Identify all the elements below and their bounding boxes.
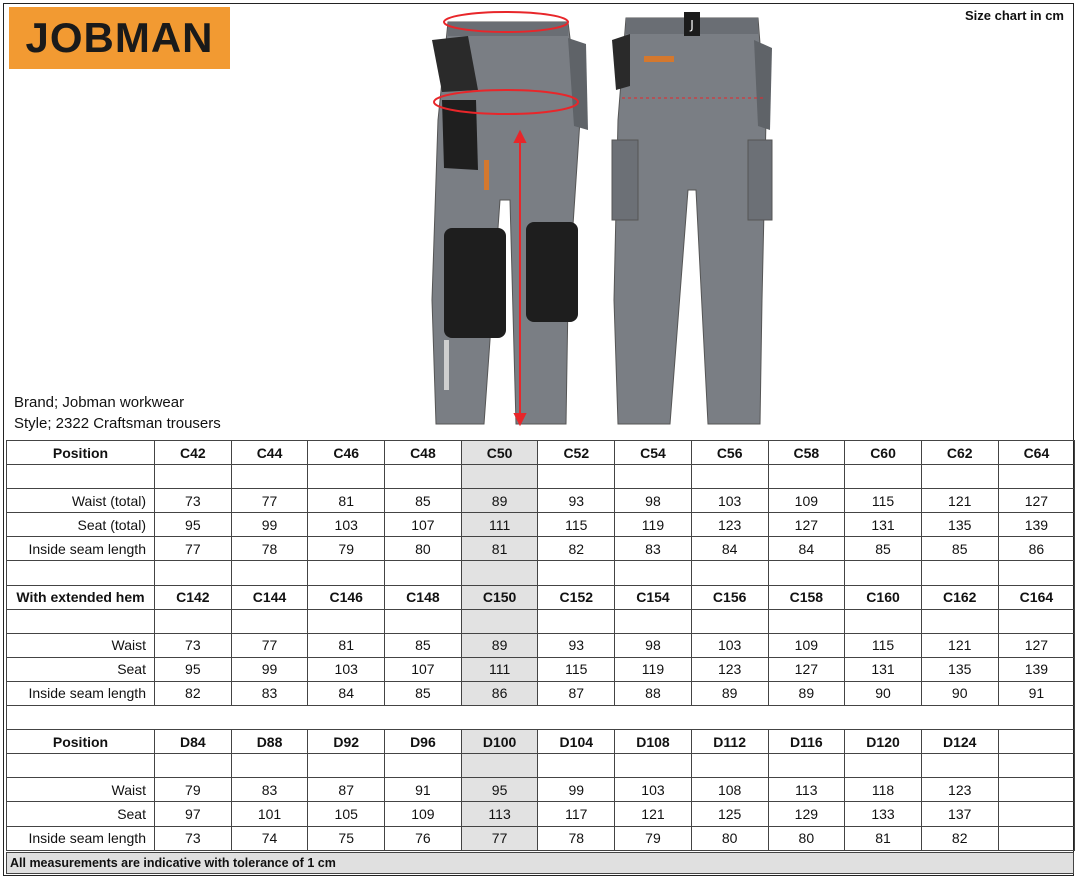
size-code: C160	[845, 585, 922, 609]
measurement-label: Seat	[7, 657, 155, 681]
measurement-value: 85	[845, 537, 922, 561]
measurement-value: 95	[155, 657, 232, 681]
measurement-label: Waist	[7, 633, 155, 657]
empty-cell	[385, 561, 462, 585]
empty-cell	[845, 561, 922, 585]
measurement-value: 86	[461, 681, 538, 705]
measurement-value: 131	[845, 513, 922, 537]
measurement-value: 84	[768, 537, 845, 561]
section-header: Position	[7, 730, 155, 754]
empty-cell	[691, 465, 768, 489]
empty-cell	[845, 754, 922, 778]
measurement-value: 113	[768, 778, 845, 802]
size-code	[998, 730, 1075, 754]
measurement-row	[7, 657, 1075, 681]
measurement-value: 109	[385, 802, 462, 826]
empty-cell	[385, 465, 462, 489]
empty-cell	[615, 609, 692, 633]
style-line: Style; 2322 Craftsman trousers	[14, 415, 221, 432]
measurement-value: 84	[691, 537, 768, 561]
measurement-value: 81	[308, 489, 385, 513]
size-code: C60	[845, 441, 922, 465]
empty-cell	[231, 754, 308, 778]
measurement-value: 105	[308, 802, 385, 826]
measurement-row	[7, 681, 1075, 705]
empty-cell	[538, 465, 615, 489]
size-code: C48	[385, 441, 462, 465]
spacer-row	[7, 754, 1075, 778]
size-code: C150	[461, 585, 538, 609]
measurement-value: 78	[538, 826, 615, 850]
measurement-value: 99	[231, 657, 308, 681]
measurement-value: 89	[691, 681, 768, 705]
spacer-row	[7, 561, 1075, 585]
measurement-value: 139	[998, 513, 1075, 537]
measurement-value: 103	[691, 489, 768, 513]
measurement-value: 109	[768, 633, 845, 657]
measurement-value: 115	[538, 513, 615, 537]
size-code: C146	[308, 585, 385, 609]
measurement-value: 103	[308, 657, 385, 681]
measurement-value: 85	[385, 681, 462, 705]
measurement-row	[7, 633, 1075, 657]
size-code: D108	[615, 730, 692, 754]
empty-cell	[538, 754, 615, 778]
measurement-value: 83	[231, 681, 308, 705]
size-code: D124	[921, 730, 998, 754]
measurement-value: 139	[998, 657, 1075, 681]
measurement-value	[998, 826, 1075, 850]
measurement-value: 93	[538, 489, 615, 513]
measurement-row	[7, 537, 1075, 561]
measurement-value: 93	[538, 633, 615, 657]
size-code: C52	[538, 441, 615, 465]
empty-cell	[998, 465, 1075, 489]
measurement-label: Waist (total)	[7, 489, 155, 513]
tolerance-note: All measurements are indicative with tolerance of 1 cm	[6, 852, 1074, 874]
divider-cell	[7, 706, 1075, 730]
brand-line: Brand; Jobman workwear	[14, 394, 185, 411]
empty-cell	[768, 561, 845, 585]
measurement-value: 82	[538, 537, 615, 561]
measurement-label: Inside seam length	[7, 826, 155, 850]
measurement-value: 80	[385, 537, 462, 561]
measurement-value: 86	[998, 537, 1075, 561]
empty-cell	[921, 754, 998, 778]
empty-cell	[691, 561, 768, 585]
measurement-value: 135	[921, 513, 998, 537]
measurement-value: 101	[231, 802, 308, 826]
empty-cell	[155, 609, 232, 633]
empty-cell	[461, 754, 538, 778]
size-code: C144	[231, 585, 308, 609]
size-code: C64	[998, 441, 1075, 465]
measurement-value: 85	[385, 633, 462, 657]
measurement-value: 115	[845, 633, 922, 657]
measurement-value: 123	[691, 513, 768, 537]
measurement-value: 77	[461, 826, 538, 850]
measurement-label: Inside seam length	[7, 681, 155, 705]
measurement-value: 83	[231, 778, 308, 802]
measurement-row	[7, 826, 1075, 850]
measurement-value: 82	[155, 681, 232, 705]
measurement-value: 81	[461, 537, 538, 561]
measurement-label: Inside seam length	[7, 537, 155, 561]
measurement-value: 129	[768, 802, 845, 826]
measurement-value: 87	[538, 681, 615, 705]
empty-cell	[7, 561, 155, 585]
measurement-value: 115	[845, 489, 922, 513]
measurement-value: 99	[538, 778, 615, 802]
empty-cell	[538, 609, 615, 633]
empty-cell	[155, 465, 232, 489]
empty-cell	[538, 561, 615, 585]
measurement-value: 119	[615, 513, 692, 537]
size-table-container	[6, 440, 1075, 851]
measurement-value: 73	[155, 826, 232, 850]
empty-cell	[998, 561, 1075, 585]
size-code: C56	[691, 441, 768, 465]
measurement-value: 85	[921, 537, 998, 561]
measurement-value: 81	[845, 826, 922, 850]
measurement-value: 83	[615, 537, 692, 561]
measurement-value: 137	[921, 802, 998, 826]
measurement-value: 127	[768, 513, 845, 537]
size-code: D88	[231, 730, 308, 754]
empty-cell	[308, 609, 385, 633]
svg-text:J: J	[690, 18, 694, 32]
empty-cell	[308, 561, 385, 585]
empty-cell	[231, 609, 308, 633]
size-code: D96	[385, 730, 462, 754]
measurement-value: 77	[155, 537, 232, 561]
measurement-value: 98	[615, 633, 692, 657]
product-info	[14, 392, 221, 434]
measurement-value: 123	[691, 657, 768, 681]
section-header: With extended hem	[7, 585, 155, 609]
measurement-value: 133	[845, 802, 922, 826]
empty-cell	[998, 754, 1075, 778]
measurement-value: 77	[231, 489, 308, 513]
measurement-value: 98	[615, 489, 692, 513]
measurement-value: 121	[615, 802, 692, 826]
trousers-front-shape	[432, 22, 588, 424]
empty-cell	[768, 609, 845, 633]
measurement-row	[7, 778, 1075, 802]
measurement-value: 88	[615, 681, 692, 705]
size-code: C154	[615, 585, 692, 609]
measurement-value: 95	[461, 778, 538, 802]
measurement-value: 119	[615, 657, 692, 681]
measurement-value: 131	[845, 657, 922, 681]
size-code: D112	[691, 730, 768, 754]
empty-cell	[7, 465, 155, 489]
measurement-label: Seat (total)	[7, 513, 155, 537]
size-code: C46	[308, 441, 385, 465]
measurement-value: 80	[768, 826, 845, 850]
measurement-value: 95	[155, 513, 232, 537]
trousers-front-image	[418, 0, 598, 432]
measurement-value: 89	[768, 681, 845, 705]
empty-cell	[308, 754, 385, 778]
empty-cell	[691, 609, 768, 633]
spacer-row	[7, 465, 1075, 489]
measurement-value: 127	[998, 633, 1075, 657]
measurement-value: 121	[921, 489, 998, 513]
measurement-value: 91	[385, 778, 462, 802]
empty-cell	[921, 609, 998, 633]
measurement-value: 89	[461, 633, 538, 657]
size-code: C162	[921, 585, 998, 609]
measurement-value: 90	[921, 681, 998, 705]
measurement-value: 77	[231, 633, 308, 657]
measurement-value: 108	[691, 778, 768, 802]
measurement-value: 121	[921, 633, 998, 657]
empty-cell	[921, 465, 998, 489]
measurement-value: 111	[461, 657, 538, 681]
trousers-back-image	[608, 0, 778, 432]
measurement-value: 103	[615, 778, 692, 802]
measurement-value	[998, 778, 1075, 802]
measurement-value: 74	[231, 826, 308, 850]
measurement-value: 118	[845, 778, 922, 802]
measurement-value: 73	[155, 489, 232, 513]
measurement-value: 91	[998, 681, 1075, 705]
empty-cell	[615, 754, 692, 778]
measurement-value: 78	[231, 537, 308, 561]
empty-cell	[385, 754, 462, 778]
measurement-value: 84	[308, 681, 385, 705]
empty-cell	[615, 465, 692, 489]
measurement-value: 90	[845, 681, 922, 705]
size-code: D116	[768, 730, 845, 754]
empty-cell	[845, 465, 922, 489]
size-code: C42	[155, 441, 232, 465]
measurement-value: 85	[385, 489, 462, 513]
measurement-value: 103	[308, 513, 385, 537]
empty-cell	[461, 465, 538, 489]
empty-cell	[385, 609, 462, 633]
empty-cell	[615, 561, 692, 585]
measurement-row	[7, 489, 1075, 513]
empty-cell	[461, 561, 538, 585]
measurement-value: 81	[308, 633, 385, 657]
empty-cell	[155, 561, 232, 585]
measurement-label: Waist	[7, 778, 155, 802]
size-code: C158	[768, 585, 845, 609]
measurement-value: 113	[461, 802, 538, 826]
measurement-value: 79	[155, 778, 232, 802]
size-code: C152	[538, 585, 615, 609]
measurement-value: 123	[921, 778, 998, 802]
size-table	[6, 440, 1075, 851]
empty-cell	[845, 609, 922, 633]
empty-cell	[461, 609, 538, 633]
measurement-value: 111	[461, 513, 538, 537]
measurement-value: 125	[691, 802, 768, 826]
measurement-value: 127	[998, 489, 1075, 513]
empty-cell	[691, 754, 768, 778]
measurement-value: 75	[308, 826, 385, 850]
measurement-value: 99	[231, 513, 308, 537]
size-code: C54	[615, 441, 692, 465]
measurement-row	[7, 802, 1075, 826]
size-code: C142	[155, 585, 232, 609]
empty-cell	[768, 465, 845, 489]
empty-cell	[7, 609, 155, 633]
size-code: D92	[308, 730, 385, 754]
measurement-value: 79	[308, 537, 385, 561]
empty-cell	[998, 609, 1075, 633]
measurement-value: 82	[921, 826, 998, 850]
size-code: D120	[845, 730, 922, 754]
measurement-value: 73	[155, 633, 232, 657]
size-code: D104	[538, 730, 615, 754]
measurement-value: 89	[461, 489, 538, 513]
size-header-row	[7, 441, 1075, 465]
measurement-value: 115	[538, 657, 615, 681]
empty-cell	[768, 754, 845, 778]
measurement-value: 87	[308, 778, 385, 802]
size-header-row	[7, 585, 1075, 609]
section-divider-row	[7, 706, 1075, 730]
size-code: C44	[231, 441, 308, 465]
jobman-logo	[9, 7, 230, 69]
measurement-value: 107	[385, 657, 462, 681]
size-code: C148	[385, 585, 462, 609]
measurement-value: 80	[691, 826, 768, 850]
size-unit-note: Size chart in cm	[965, 8, 1064, 23]
section-header: Position	[7, 441, 155, 465]
measurement-value: 109	[768, 489, 845, 513]
size-code: C58	[768, 441, 845, 465]
logo-text: JOBMAN	[25, 14, 214, 61]
size-code: C164	[998, 585, 1075, 609]
measurement-value: 79	[615, 826, 692, 850]
size-code: D84	[155, 730, 232, 754]
size-code: C156	[691, 585, 768, 609]
measurement-value: 103	[691, 633, 768, 657]
measurement-value: 76	[385, 826, 462, 850]
size-code: C62	[921, 441, 998, 465]
measurement-row	[7, 513, 1075, 537]
empty-cell	[308, 465, 385, 489]
size-code: C50	[461, 441, 538, 465]
empty-cell	[921, 561, 998, 585]
measurement-value: 127	[768, 657, 845, 681]
measurement-value: 107	[385, 513, 462, 537]
measurement-value: 135	[921, 657, 998, 681]
empty-cell	[231, 561, 308, 585]
measurement-value: 117	[538, 802, 615, 826]
empty-cell	[155, 754, 232, 778]
spacer-row	[7, 609, 1075, 633]
size-header-row	[7, 730, 1075, 754]
empty-cell	[7, 754, 155, 778]
measurement-value: 97	[155, 802, 232, 826]
measurement-label: Seat	[7, 802, 155, 826]
size-code: D100	[461, 730, 538, 754]
empty-cell	[231, 465, 308, 489]
measurement-value	[998, 802, 1075, 826]
